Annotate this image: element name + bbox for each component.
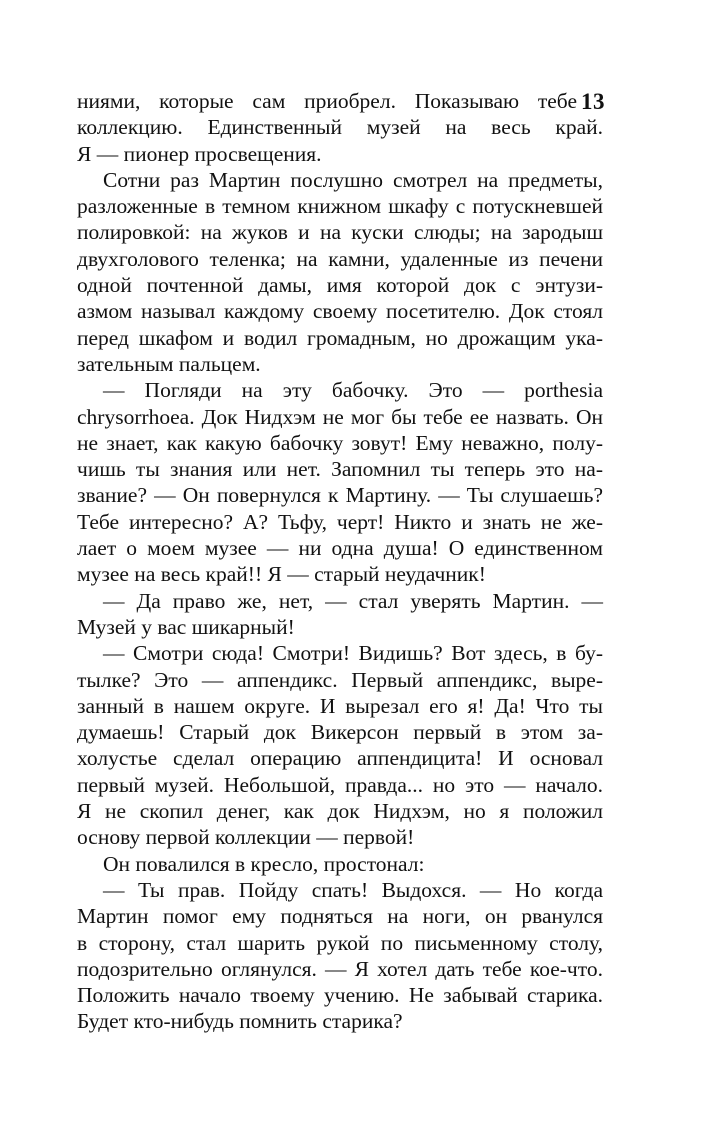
text-line: Тебе интересно? А? Тьфу, черт! Никто и знать не же- bbox=[77, 509, 603, 534]
text-line: — Смотри сюда! Смотри! Видишь? Вот здесь, в бу- bbox=[103, 641, 603, 666]
text-line: Будет кто-нибудь помнить старика? bbox=[77, 1009, 403, 1034]
text-line: перед шкафом и водил громадным, но дрожащим ука- bbox=[77, 325, 603, 350]
text-line: одной почтенной дамы, имя которой док с энтузи- bbox=[77, 273, 603, 298]
text-line: зательным пальцем. bbox=[77, 351, 261, 376]
text-line: чишь ты знания или нет. Запомнил ты теперь это на- bbox=[77, 457, 603, 482]
text-line: Я — пионер просвещения. bbox=[77, 141, 322, 166]
text-line: Мартин помог ему подняться на ноги, он рванулся bbox=[77, 904, 603, 929]
text-line: звание? — Он повернулся к Мартину. — Ты слушаешь? bbox=[77, 483, 603, 508]
text-line: — Да право же, нет, — стал уверять Мартин. — bbox=[103, 588, 603, 613]
text-line: Я не скопил денег, как док Нидхэм, но я положил bbox=[77, 799, 603, 824]
text-line: тылке? Это — аппендикс. Первый аппендикс, выре- bbox=[77, 667, 603, 692]
text-line: коллекцию. Единственный музей на весь край. bbox=[77, 115, 603, 140]
text-line: не знает, как какую бабочку зовут! Ему неважно, полу- bbox=[77, 430, 603, 455]
text-line: — Ты прав. Пойду спать! Выдохся. — Но когда bbox=[103, 877, 603, 902]
text-line: холустье сделал операцию аппендицита! И основал bbox=[77, 746, 603, 771]
text-line: Положить начало твоему учению. Не забывай старика. bbox=[77, 983, 603, 1008]
text-line: занный в нашем округе. И вырезал его я! Да! Что ты bbox=[77, 693, 603, 718]
text-line: в сторону, стал шарить рукой по письменному столу, bbox=[77, 930, 603, 955]
text-line: основу первой коллекции — первой! bbox=[77, 825, 415, 850]
text-line: двухголового теленка; на камни, удаленные из печени bbox=[77, 246, 603, 271]
text-line: Он повалился в кресло, простонал: bbox=[103, 851, 425, 876]
body-text bbox=[77, 88, 603, 1035]
text-line: разложенные в темном книжном шкафу с потускневшей bbox=[77, 194, 603, 219]
page-number: 13 bbox=[581, 89, 605, 114]
text-line: музее на весь край!! Я — старый неудачник! bbox=[77, 562, 486, 587]
text-line: — Погляди на эту бабочку. Это — porthesia bbox=[103, 378, 603, 403]
text-line: лает о моем музее — ни одна душа! О единственном bbox=[77, 536, 603, 561]
text-line: думаешь! Старый док Викерсон первый в этом за- bbox=[77, 720, 603, 745]
text-line: полировкой: на жуков и на куски слюды; на зародыш bbox=[77, 220, 603, 245]
text-line: ниями, которые сам приобрел. Показываю тебе bbox=[77, 89, 577, 113]
text-line: подозрительно оглянулся. — Я хотел дать тебе кое-что. bbox=[77, 956, 603, 981]
text-line: Музей у вас шикарный! bbox=[77, 614, 295, 639]
text-line: Сотни раз Мартин послушно смотрел на предметы, bbox=[103, 167, 603, 192]
text-line: chrysorrhoea. Док Нидхэм не мог бы тебе ее назвать. Он bbox=[77, 404, 603, 429]
text-line: азмом называл каждому своему посетителю. Док стоял bbox=[77, 299, 603, 324]
text-line: первый музей. Небольшой, правда... но это — начало. bbox=[77, 772, 603, 797]
